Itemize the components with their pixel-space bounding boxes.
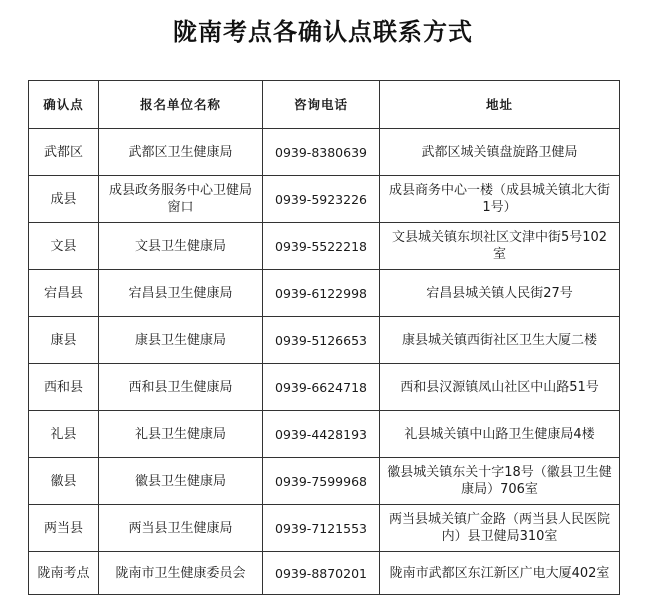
- table-row: [29, 176, 620, 223]
- header-phone: 咨询电话: [263, 81, 380, 129]
- cell-point: 康县: [29, 317, 99, 364]
- cell-unit: 文县卫生健康局: [99, 223, 263, 270]
- table-row: [29, 505, 620, 552]
- cell-address: 成县商务中心一楼（成县城关镇北大街1号）: [380, 176, 620, 223]
- cell-phone: 0939-7121553: [263, 505, 380, 552]
- table-header-row: [29, 81, 620, 129]
- cell-point: 陇南考点: [29, 552, 99, 595]
- cell-point: 文县: [29, 223, 99, 270]
- cell-point: 成县: [29, 176, 99, 223]
- cell-point: 两当县: [29, 505, 99, 552]
- cell-unit: 成县政务服务中心卫健局窗口: [99, 176, 263, 223]
- cell-unit: 宕昌县卫生健康局: [99, 270, 263, 317]
- cell-point: 礼县: [29, 411, 99, 458]
- cell-unit: 礼县卫生健康局: [99, 411, 263, 458]
- header-registration-unit: 报名单位名称: [99, 81, 263, 129]
- table-row: [29, 364, 620, 411]
- cell-address: 陇南市武都区东江新区广电大厦402室: [380, 552, 620, 595]
- table-row: [29, 270, 620, 317]
- cell-address: 礼县城关镇中山路卫生健康局4楼: [380, 411, 620, 458]
- cell-phone: 0939-8870201: [263, 552, 380, 595]
- cell-address: 徽县城关镇东关十字18号（徽县卫生健康局）706室: [380, 458, 620, 505]
- cell-address: 西和县汉源镇凤山社区中山路51号: [380, 364, 620, 411]
- contact-table: [28, 80, 620, 595]
- header-confirmation-point: 确认点: [29, 81, 99, 129]
- cell-phone: 0939-6122998: [263, 270, 380, 317]
- cell-address: 武都区城关镇盘旋路卫健局: [380, 129, 620, 176]
- cell-point: 徽县: [29, 458, 99, 505]
- cell-phone: 0939-6624718: [263, 364, 380, 411]
- table-row: [29, 317, 620, 364]
- header-address: 地址: [380, 81, 620, 129]
- table-row: [29, 223, 620, 270]
- cell-phone: 0939-5522218: [263, 223, 380, 270]
- cell-phone: 0939-8380639: [263, 129, 380, 176]
- cell-unit: 康县卫生健康局: [99, 317, 263, 364]
- cell-unit: 陇南市卫生健康委员会: [99, 552, 263, 595]
- cell-address: 宕昌县城关镇人民街27号: [380, 270, 620, 317]
- cell-phone: 0939-7599968: [263, 458, 380, 505]
- cell-unit: 西和县卫生健康局: [99, 364, 263, 411]
- cell-unit: 两当县卫生健康局: [99, 505, 263, 552]
- cell-unit: 徽县卫生健康局: [99, 458, 263, 505]
- table-row: [29, 129, 620, 176]
- cell-phone: 0939-4428193: [263, 411, 380, 458]
- cell-address: 文县城关镇东坝社区文津中街5号102室: [380, 223, 620, 270]
- cell-phone: 0939-5126653: [263, 317, 380, 364]
- table-row: [29, 411, 620, 458]
- cell-address: 两当县城关镇广金路（两当县人民医院内）县卫健局310室: [380, 505, 620, 552]
- cell-point: 宕昌县: [29, 270, 99, 317]
- cell-address: 康县城关镇西街社区卫生大厦二楼: [380, 317, 620, 364]
- page-title: 陇南考点各确认点联系方式: [173, 17, 473, 46]
- table-row: [29, 552, 620, 595]
- cell-unit: 武都区卫生健康局: [99, 129, 263, 176]
- table-row: [29, 458, 620, 505]
- cell-point: 西和县: [29, 364, 99, 411]
- cell-phone: 0939-5923226: [263, 176, 380, 223]
- cell-point: 武都区: [29, 129, 99, 176]
